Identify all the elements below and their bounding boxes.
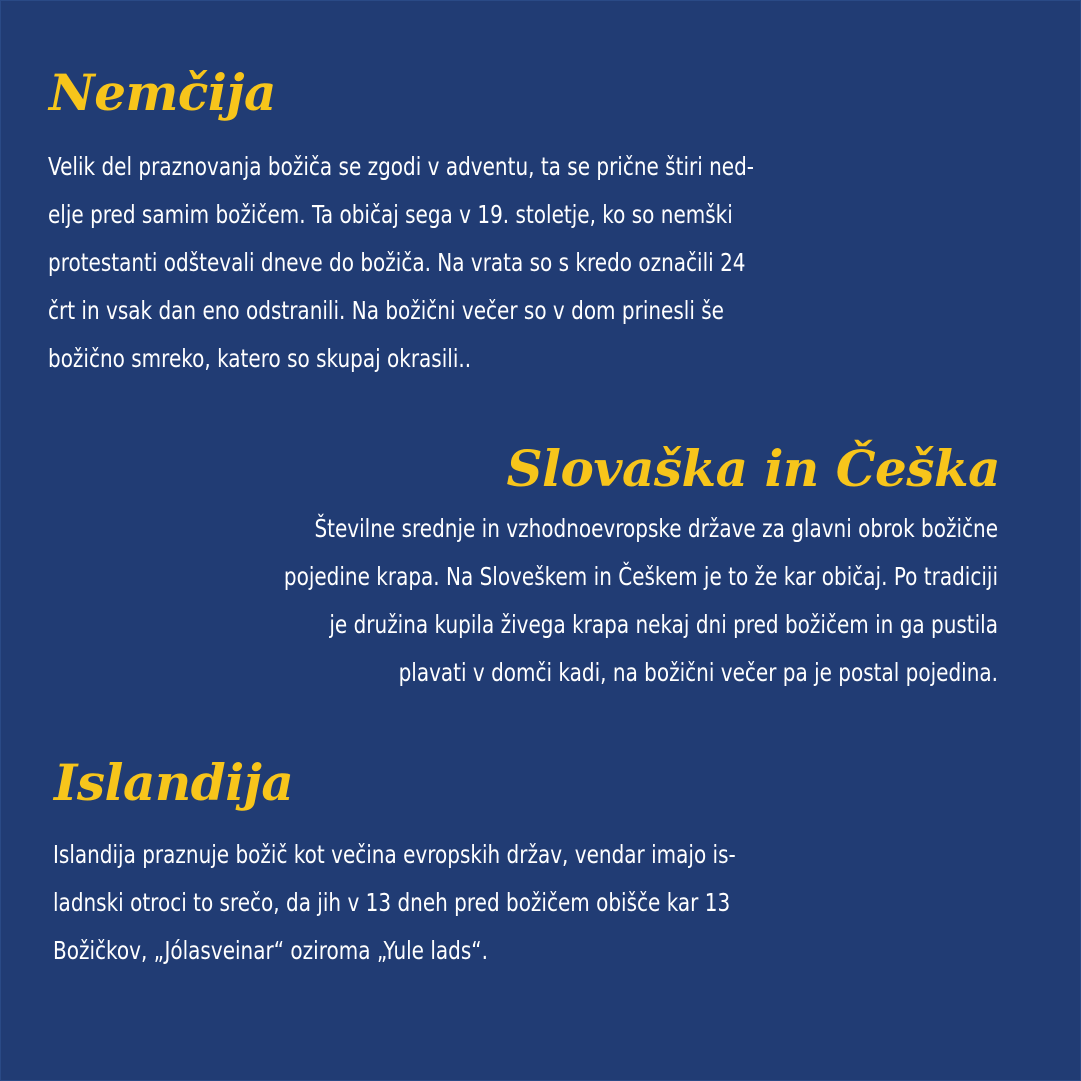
section-body-nemcija — [48, 143, 988, 383]
section-body-slovaska-in-ceska — [38, 505, 998, 697]
body-line: črt in vsak dan eno odstranili. Na božični večer so v dom prinesli še — [48, 296, 724, 325]
section-heading-islandija: Islandija — [54, 753, 294, 812]
body-line: Islandija praznuje božič kot večina evropskih držav, vendar imajo is- — [53, 840, 736, 869]
body-line: Velik del praznovanja božiča se zgodi v adventu, ta se prične štiri ned- — [48, 152, 755, 181]
body-line: pojedine krapa. Na Sloveškem in Češkem je to že kar običaj. Po tradiciji — [283, 562, 998, 591]
section-body-islandija — [53, 831, 993, 975]
body-line: Številne srednje in vzhodnoevropske države za glavni obrok božične — [314, 514, 998, 543]
body-line: božično smreko, katero so skupaj okrasili.. — [48, 344, 472, 373]
body-line: protestanti odštevali dneve do božiča. Na vrata so s kredo označili 24 — [48, 248, 746, 277]
body-line: elje pred samim božičem. Ta običaj sega v 19. stoletje, ko so nemški — [48, 200, 733, 229]
body-line: Božičkov, „Jólasveinar“ oziroma „Yule lads“. — [53, 936, 488, 965]
body-line: ladnski otroci to srečo, da jih v 13 dneh pred božičem obišče kar 13 — [53, 888, 731, 917]
section-heading-slovaska-in-ceska: Slovaška in Češka — [506, 439, 1000, 498]
body-line: plavati v domči kadi, na božični večer pa je postal pojedina. — [398, 658, 998, 687]
section-heading-nemcija: Nemčija — [49, 63, 276, 122]
body-line: je družina kupila živega krapa nekaj dni pred božičem in ga pustila — [329, 610, 998, 639]
